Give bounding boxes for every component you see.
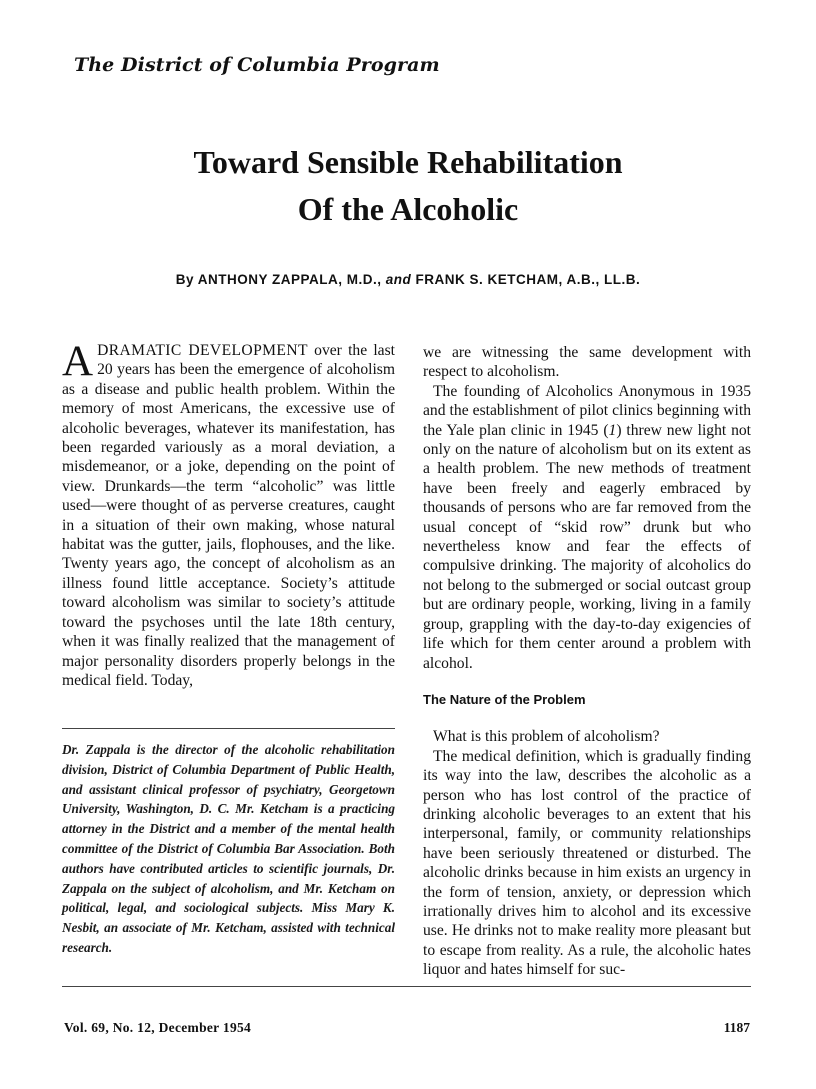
- series-heading: The District of Columbia Program: [74, 54, 440, 76]
- paragraph-alcoholics-anonymous: [423, 382, 751, 673]
- reference-number: 1: [608, 421, 617, 439]
- opening-paragraph: [62, 338, 395, 690]
- section-subheading: The Nature of the Problem: [423, 691, 586, 707]
- byline-prefix: By: [175, 272, 194, 287]
- drop-cap: A: [62, 338, 94, 385]
- left-column: [62, 338, 395, 690]
- footer-divider: [62, 986, 751, 987]
- author-1: ANTHONY ZAPPALA, M.D.,: [197, 272, 382, 287]
- article-title-line-1: Toward Sensible Rehabilitation: [193, 144, 623, 180]
- lead-in-smallcaps: DRAMATIC DEVELOPMENT: [97, 342, 308, 359]
- definition-paragraph: The medical definition, which is gradually finding its way into the law, describes the alcoholic as a person who has lost control of the practice of drinking alcoholic beverages to an extent that his interpersonal, family, or community relationships have been seriously threatened or disturbed. The alcoholic drinks because in him exists an urgency in the form of tension, anxiety, or depression which irrationally drives him to alcohol and its excessive use. He drinks not to make reality more pleasant but to escape from reality. As a rule, the alcoholic hates liquor and hates himself for suc-: [423, 747, 751, 979]
- volume-info: Vol. 69, No. 12, December 1954: [64, 1020, 252, 1035]
- byline: [0, 272, 816, 287]
- author-2: FRANK S. KETCHAM, A.B., LL.B.: [415, 272, 641, 287]
- byline-and: and: [385, 272, 412, 287]
- article-title-line-2: Of the Alcoholic: [297, 191, 519, 227]
- paragraph-text-cont: ) threw new light not only on the nature of alcoholism but on its extent as a health problem. The new methods of treatment have been freely and eagerly embraced by thousands of persons who are far removed from the usual concept of “skid row” drunk but who nevertheless know and fear the effects of compulsive drinking. The majority of alcoholics do not belong to the submerged or social outcast group but are ordinary people, working, living in a family group, grappling with the day-to-day exigencies of life which for them center around a problem with alcohol.: [423, 421, 752, 672]
- opening-paragraph-text: over the last 20 years has been the emergence of alcoholism as a disease and public health problem. Within the memory of most Americans, the excessive use of alcoholic beverages, whatever its manifestation, has been regarded variously as a moral deviation, a misdemeanor, or a joke, depending on the point of view. Drunkards—the term “alcoholic” was little used—were thought of as perverse creatures, caught in a situation of their own making, whose natural habitat was the gutter, jails, flophouses, and the like. Twenty years ago, the concept of alcoholism as an illness found little acceptance. Society’s attitude toward alcoholism was similar to society’s attitude toward the psychoses until the late 18th century, when it was finally realized that the management of major personality disorders properly belongs in the medical field. Today,: [62, 342, 395, 689]
- bio-divider: [62, 728, 395, 729]
- page-number: 1187: [723, 1020, 750, 1035]
- question-paragraph: What is this problem of alcoholism?: [433, 728, 660, 746]
- author-bio-note: Dr. Zappala is the director of the alcoholic rehabilitation division, District of Columbia Department of Public Health, and assistant clinical professor of psychiatry, Georgetown University, Washington, D. C. Mr. Ketcham is a practicing attorney in the District and a member of the mental health committee of the District of Columbia Bar Association. Both authors have contributed articles to scientific journals, Dr. Zappala on the subject of alcoholism, and Mr. Ketcham on political, legal, and sociological subjects. Miss Mary K. Nesbit, an associate of Mr. Ketcham, assisted with technical research.: [62, 742, 395, 955]
- paragraph-text: The founding of Alcoholics Anonymous in 1935 and the establishment of pilot clinics beginning with the Yale plan clinic in 1945 (: [423, 382, 751, 439]
- continued-paragraph: we are witnessing the same development with respect to alcoholism.: [423, 344, 751, 381]
- right-column: [423, 343, 751, 980]
